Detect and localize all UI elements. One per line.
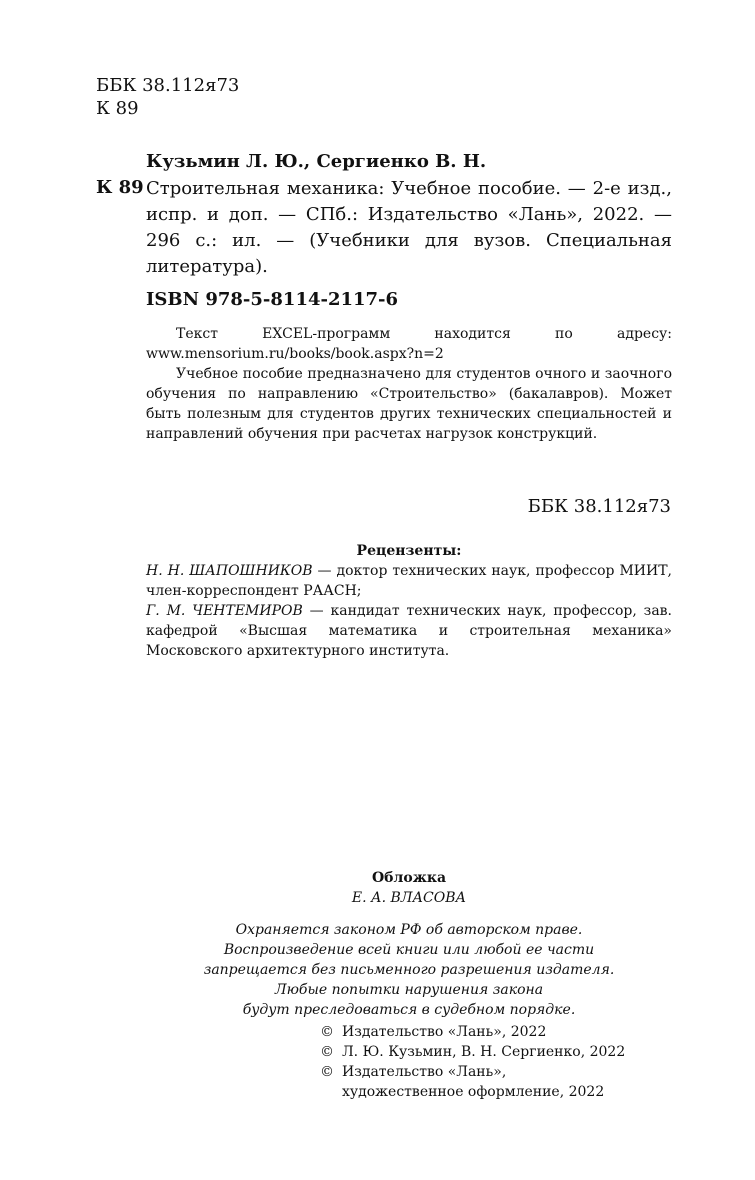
reviewer-2	[146, 601, 672, 661]
cover-heading: Обложка	[371, 870, 447, 886]
copyright-line	[320, 1022, 680, 1042]
copyright-list	[320, 1022, 680, 1102]
notice-line: запрещается без письменного разрешения издателя.	[203, 962, 615, 978]
author-heading: Кузьмин Л. Ю., Сергиенко В. Н.	[146, 151, 487, 172]
author-mark-index: К 89	[96, 177, 144, 198]
udc-code-bottom: ББК 38.112я73	[527, 496, 671, 517]
copyright-icon: ©	[320, 1064, 334, 1080]
copyright-line	[320, 1042, 680, 1062]
reviewer-1-text: — доктор технических наук, профессор МИИТ, член-корреспондент РААСН;	[146, 563, 672, 599]
notice-line: Любые попытки нарушения закона	[274, 982, 544, 998]
reviewers-block	[146, 541, 672, 661]
copyright-notice	[146, 920, 672, 1020]
annotation-paragraph-2: Учебное пособие предназначено для студентов очного и заочного обучения по направлению «Строительство» (бакалавров). Может быть полезным для студентов других технических специальностей и направлений обучения при расчетах нагрузок конструкций.	[146, 366, 672, 442]
reviewer-1	[146, 561, 672, 601]
copyright-icon: ©	[320, 1044, 334, 1060]
notice-line: Воспроизведение всей книги или любой ее части	[223, 942, 595, 958]
udc-code: ББК 38.112я73	[96, 75, 240, 96]
copyright-holder: Издательство «Лань»,	[342, 1064, 507, 1080]
bibliographic-description: Строительная механика: Учебное пособие. — 2-е изд., испр. и доп. — СПб.: Издательство «Лань», 2022. — 296 с.: ил. — (Учебники для вузов. Специальная литература).	[146, 178, 672, 277]
copyright-holder: художественное оформление, 2022	[342, 1084, 605, 1100]
author-mark: К 89	[96, 98, 139, 119]
annotation-paragraph-1: Текст EXCEL-программ находится по адресу: www.mensorium.ru/books/book.aspx?n=2	[146, 326, 672, 362]
reviewer-2-text: — кандидат технических наук, профессор, зав. кафедрой «Высшая математика и строительная механика» Московского архитектурного института.	[146, 603, 672, 659]
cover-credit	[146, 868, 672, 908]
isbn: ISBN 978-5-8114-2117-6	[146, 289, 399, 310]
notice-line: будут преследоваться в судебном порядке.	[242, 1002, 576, 1018]
reviewer-2-name: Г. М. ЧЕНТЕМИРОВ	[146, 603, 303, 619]
copyright-line	[320, 1082, 680, 1102]
copyright-icon: ©	[320, 1024, 334, 1040]
notice-line: Охраняется законом РФ об авторском праве.	[235, 922, 583, 938]
annotation	[146, 324, 672, 444]
cover-designer: Е. А. ВЛАСОВА	[351, 890, 467, 906]
udc-block-top	[96, 74, 239, 120]
reviewers-heading: Рецензенты:	[356, 543, 462, 559]
copyright-holder: Л. Ю. Кузьмин, В. Н. Сергиенко, 2022	[342, 1044, 626, 1060]
copyright-holder: Издательство «Лань», 2022	[342, 1024, 547, 1040]
copyright-line	[320, 1062, 680, 1082]
reviewer-1-name: Н. Н. ШАПОШНИКОВ	[146, 563, 313, 579]
